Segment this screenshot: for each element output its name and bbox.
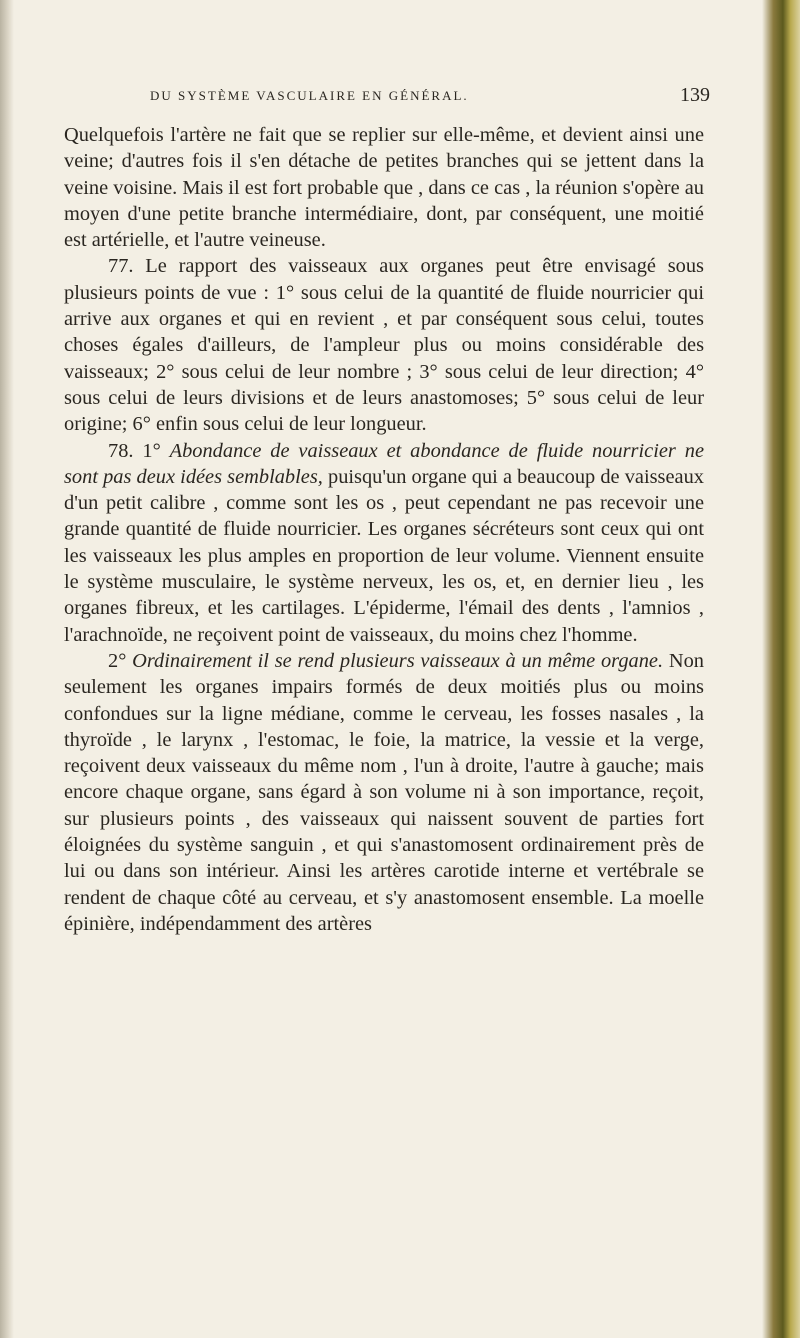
page-body: [64, 122, 704, 937]
paragraph-78: [64, 438, 704, 648]
paragraph-77: 77. Le rapport des vaisseaux aux organes peut être envisagé sous plusieurs points de vue : 1° sous celui de la quantité de fluide nourricier qui arrive aux organes et qui en revient , et par conséquent sous celui, toutes choses égales d'ailleurs, de l'ampleur plus ou moins considérable des vaisseaux; 2° sous celui de leur nombre ; 3° sous celui de leur direction; 4° sous celui de leurs divisions et de leurs anastomoses; 5° sous celui de leur origine; 6° enfin sous celui de leur longueur.: [64, 255, 704, 436]
paragraph-2-lead: 2°: [108, 649, 127, 672]
paragraph-2: [64, 648, 704, 937]
page-header: [150, 84, 710, 112]
page-edge-stain: [762, 0, 800, 1338]
page-number: 139: [680, 84, 710, 106]
paragraph-2-heading: Ordinairement il se rend plusieurs vaisseaux à un même organe.: [132, 649, 664, 672]
paragraph-78-text: puisqu'un organe qui a beaucoup de vaisseaux d'un petit calibre , comme sont les os , peut cependant ne pas recevoir une grande quantité de fluide nourricier. Les organes sécréteurs sont ceux qui ont les vaisseaux les plus amples en proportion de leur volume. Viennent ensuite le système musculaire, le système nerveux, les os, et, en dernier lieu , les organes fibreux, et les cartilages. L'épiderme, l'émail des dents , l'amnios , l'arachnoïde, ne reçoivent point de vaisseaux, du moins chez l'homme.: [64, 465, 704, 646]
paragraph-1: Quelquefois l'artère ne fait que se replier sur elle-même, et devient ainsi une veine; d'autres fois il s'en détache de petites branches qui se jettent dans la veine voisine. Mais il est fort probable que , dans ce cas , la réunion s'opère au moyen d'une petite branche intermédiaire, dont, par conséquent, une moitié est artérielle, et l'autre veineuse.: [64, 124, 704, 252]
paragraph-78-lead: 78. 1°: [108, 439, 161, 462]
running-title: DU SYSTÈME VASCULAIRE EN GÉNÉRAL.: [150, 88, 469, 103]
paragraph-2-text: Non seulement les organes impairs formés de deux moitiés plus ou moins confondues sur la ligne médiane, comme le cerveau, les fosses nasales , la thyroïde , le larynx , l'estomac, le foie, la matrice, la vessie et la verge, reçoivent deux vaisseaux du même nom , l'un à droite, l'autre à gauche; mais encore chaque organe, sans égard à son volume ni à son importance, reçoit, sur plusieurs points , des vaisseaux qui naissent souvent de parties fort éloignées du système sanguin , et qui s'anastomosent ordinairement près de lui ou dans son intérieur. Ainsi les artères carotide interne et vertébrale se rendent de chaque côté au cerveau, et s'y anastomosent ensemble. La moelle épinière, indépendamment des artères: [64, 649, 704, 935]
paragraph-78-heading: Abondance de vaisseaux et abondance de fluide nourricier ne sont pas deux idées semblables,: [64, 439, 704, 488]
page-binding-shadow: [0, 0, 14, 1338]
